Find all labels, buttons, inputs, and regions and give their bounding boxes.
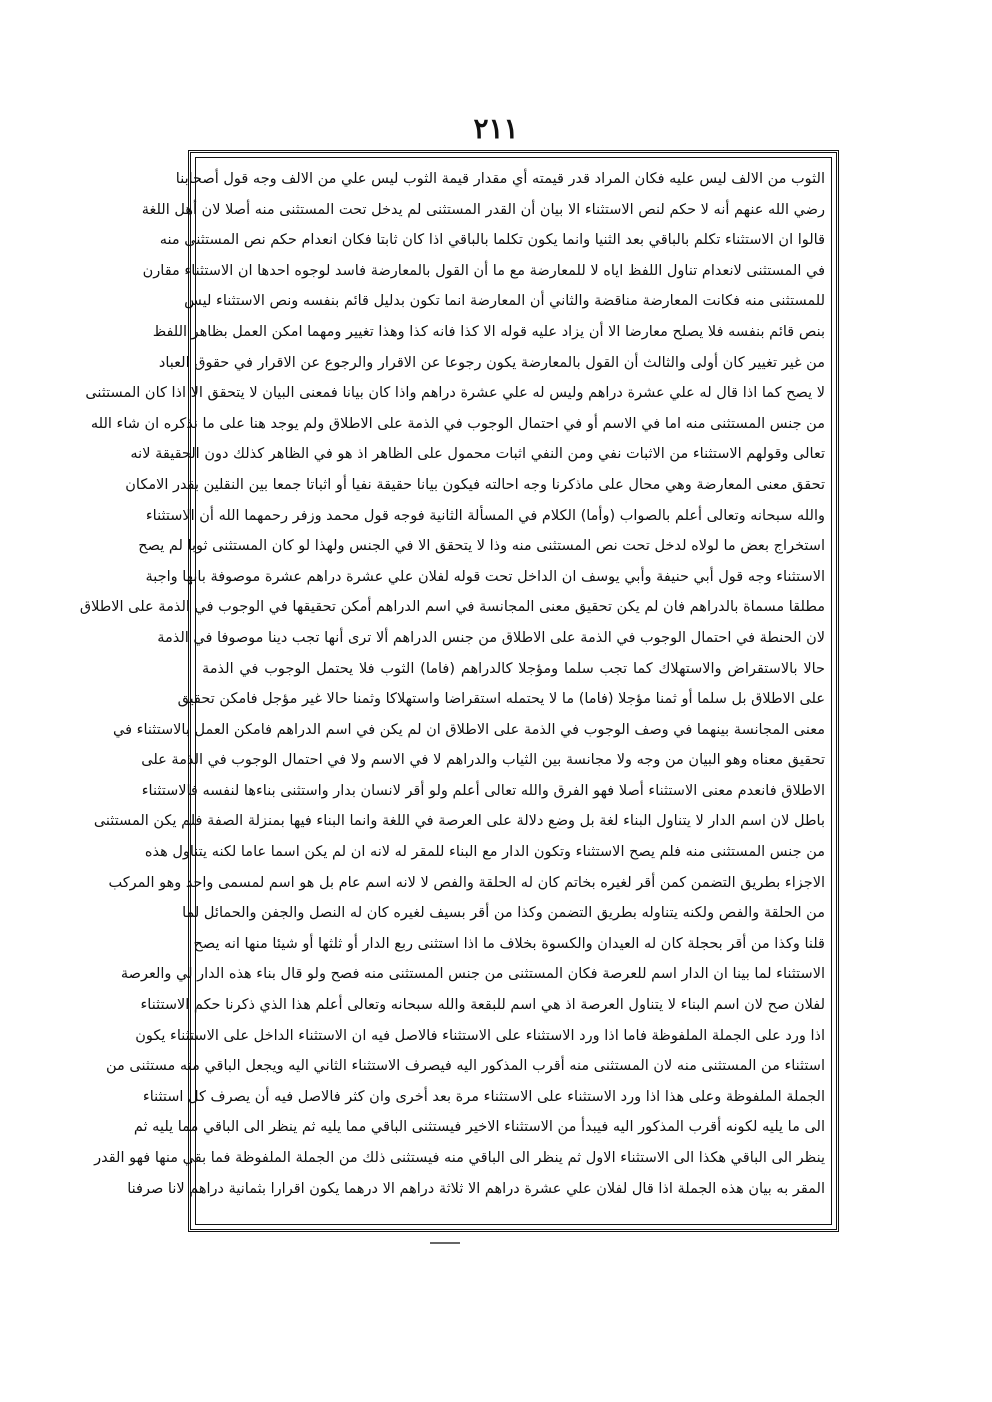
text-line: للمستثنى منه فكانت المعارضة مناقضة والثاني أن المعارضة انما تكون بدليل قائم بنفسه ونص الاستثناء ليس	[184, 293, 825, 310]
text-line: من غير تغيير كان أولى والثالث أن القول بالمعارضة يكون رجوعا عن الاقرار والرجوع عن الاقرار في حقوق العباد	[158, 354, 825, 371]
text-line: من جنس المستثنى منه اما في الاسم أو في احتمال الوجوب في الذمة على الاطلاق ولم يوجد هنا على ما نذكره ان شاء الله	[90, 415, 825, 432]
text-line: من الحلقة والفص ولكنه يتناوله بطريق التضمن وكذا من أقر بسيف لغيره كان له النصل والجفن والحمائل لما	[182, 905, 825, 922]
text-line: لان الحنطة في احتمال الوجوب في الذمة على الاطلاق من جنس الدراهم ألا ترى أنها تجب دينا موصوفا في الذمة	[157, 629, 825, 646]
text-line: تعالى وقولهم الاستثناء من الاثبات نفي ومن النفي اثبات محمول على الظاهر اذ هو في الظاهر كذلك دون الحقيقة لانه	[130, 446, 825, 463]
text-line: باطل لان اسم الدار لا يتناول البناء لغة بل وضع دلالة على العرصة في اللغة وانما البناء فيها بمنزلة الصفة فلم يكن المستثنى	[93, 813, 825, 830]
text-line: حالا بالاستقراض والاستهلاك كما تجب سلما ومؤجلا كالدراهم (فاما) الثوب فلا يحتمل الوجوب في الذمة	[202, 660, 825, 677]
text-line: مطلقا مسماة بالدراهم فان لم يكن تحقيق معنى المجانسة في اسم الدراهم أمكن تحقيقها في الوجوب في الذمة على الاطلاق	[79, 599, 825, 616]
text-line: معنى المجانسة بينهما في وصف الوجوب في الذمة على الاطلاق ان لم يكن في اسم الدراهم فامكن العمل بالاستثناء في	[113, 721, 825, 738]
text-frame	[79, 150, 839, 1232]
text-line: الاجزاء بطريق التضمن كمن أقر لغيره بخاتم كان له الحلقة والفص لا لانه اسم عام بل هو اسم لمسمى واحد وهو المركب	[108, 874, 825, 891]
text-line: الجملة الملفوظة وعلى هذا اذا ورد الاستثناء على الاستثناء مرة بعد أخرى وان كثر فالاصل فيه أن يصرف كل استثناء	[142, 1088, 825, 1105]
text-line: على الاطلاق بل سلما أو ثمنا مؤجلا (فاما) ما لا يحتمله استقراضا واستهلاكا وثمنا حالا غير مؤجل فامكن تحقيق	[177, 691, 825, 708]
text-line: لفلان صح لان اسم البناء لا يتناول العرصة اذ هي اسم للبقعة والله سبحانه وتعالى أعلم هذا الذي ذكرنا حكم الاستثناء	[140, 997, 825, 1014]
text-line: من جنس المستثنى منه فلم يصح الاستثناء وتكون الدار مع البناء للمقر له لانه ان لم يكن اسما عاما لكنه يتناول هذه	[144, 844, 825, 861]
text-line: الاستثناء لما بينا ان الدار اسم للعرصة فكان المستثنى من جنس المستثنى منه فصح ولو قال بناء هذه الدار لي والعرصة	[120, 966, 825, 983]
text-line: تحقيق معناه وهو البيان من وجه ولا مجانسة بين الثياب والدراهم لا في الاسم ولا في احتمال الوجوب في الذمة على	[141, 752, 825, 769]
text-line: الثوب من الالف ليس عليه فكان المراد قدر قيمته أي مقدار قيمة الثوب ليس علي من الالف وجه قول أصحابنا	[175, 171, 825, 187]
text-line: تحقق معنى المعارضة وهي محال على ماذكرنا وجه احالته فيكون بيانا حقيقة نفيا أو اثباتا جمعا بين النقلين بقدر الامكان	[125, 476, 825, 493]
text-line: استثناء من المستثنى منه لان المستثنى منه أقرب المذكور اليه فيصرف الاستثناء الثاني اليه ويجعل الباقي منه مستثنى من	[105, 1058, 825, 1075]
text-line: في المستثنى لانعدام تناول اللفظ اياه لا للمعارضة مع ما أن القول بالمعارضة فاسد لوجوه احدها ان الاستثناء مقارن	[142, 262, 825, 279]
text-line: استخراج بعض ما لولاه لدخل تحت نص المستثنى منه وذا لا يتحقق الا في الجنس ولهذا لو كان المستثنى ثوبا لم يصح	[138, 538, 825, 555]
bottom-mark	[430, 1242, 460, 1244]
text-line: والله سبحانه وتعالى أعلم بالصواب (وأما) الكلام في المسألة الثانية فوجه قول محمد وزفر رحمهما الله أن الاستثناء	[145, 507, 825, 524]
arabic-text-block	[79, 164, 825, 1218]
text-line: اذا ورد على الجملة الملفوظة فاما اذا ورد الاستثناء على الاستثناء فالاصل فيه ان الاستثناء الداخل على الاستثناء يكون	[135, 1027, 825, 1044]
inner-frame	[79, 157, 832, 1225]
text-line: رضي الله عنهم أنه لا حكم لنص الاستثناء الا بيان أن القدر المستثنى لم يدخل تحت المستثنى منه أصلا لان أهل اللغة	[141, 201, 825, 218]
text-line: قالوا ان الاستثناء تكلم بالباقي بعد الثنيا وانما يكون تكلما بالباقي اذا كان ثابتا فكان انعدام حكم نص المستثنى منه	[159, 232, 825, 249]
page-number: ٢١١	[473, 112, 519, 145]
text-line: قلنا وكذا من أقر بحجلة كان له العيدان والكسوة بخلاف ما اذا استثنى ربع الدار أو ثلثها أو شيئا منها انه يصح	[193, 935, 825, 952]
text-line: المقر به بيان هذه الجملة اذا قال لفلان علي عشرة دراهم الا ثلاثة دراهم الا درهما يكون اقرارا بثمانية دراهم لانا صرفنا	[127, 1180, 825, 1197]
text-line: لا يصح كما اذا قال له علي عشرة دراهم وليس له علي عشرة دراهم واذا كان بيانا فمعنى البيان لا يتحقق الا اذا كان المستثنى	[85, 385, 825, 402]
text-line: الاطلاق فانعدم معنى الاستثناء أصلا فهو الفرق والله تعالى أعلم ولو أقر لانسان بدار واستثنى بناءها لنفسه فالاستثناء	[141, 782, 825, 799]
text-line: بنص قائم بنفسه فلا يصلح معارضا الا أن يزاد عليه قوله الا كذا فانه كذا وهذا تغيير ومهما امكن العمل بظاهر اللفظ	[152, 323, 825, 340]
text-line: الاستثناء وجه قول أبي حنيفة وأبي يوسف ان الداخل تحت قوله لفلان علي عشرة دراهم عشرة موصوفة بانها واجبة	[145, 568, 825, 585]
text-line: ينظر الى الباقي هكذا الى الاستثناء الاول ثم ينظر الى الباقي منه فيستثنى ذلك من الجملة الملفوظة فما بقي منها فهو القدر	[94, 1150, 825, 1166]
text-line: الى ما يليه لكونه أقرب المذكور اليه فيبدأ من الاستثناء الاخير فيستثنى الباقي مما يليه ثم ينظر الى الباقي مما يليه ثم	[133, 1119, 825, 1136]
